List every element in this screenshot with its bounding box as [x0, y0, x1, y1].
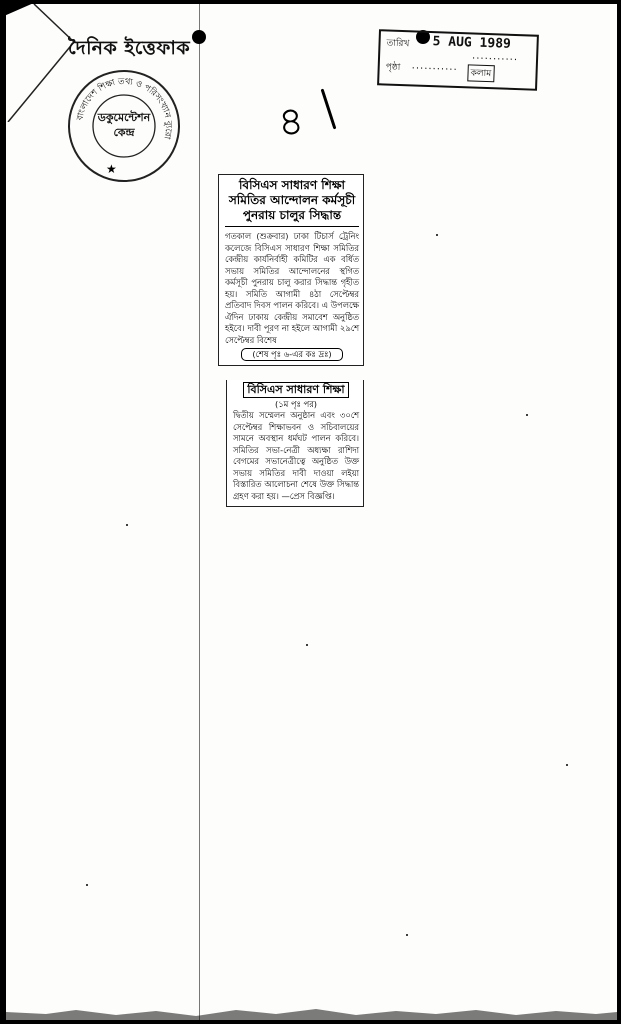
stamp-date-label: তারিখ — [386, 38, 410, 50]
clipping-body: গতকাল (শুক্রবার) ঢাকা টিচার্স ট্রেনিং কলেজে বিসিএস সাধারণ শিক্ষা সমিতির কেন্দ্রীয় কার্যনির্বাহী কমিটির এক বর্ধিত সভায় সমিতির আন্দোলনের স্থগিত কর্মসূচী পুনরায় চালু করার সিদ্ধান্ত গৃহীত হয়। সমিতি আগামী ৪ঠা সেপ্টেম্বর প্রতিবাদ দিবস পালন করিবে। এ উপলক্ষে ঐদিন ঢাকায় কেন্দ্রীয় সমাবেশ অনুষ্ঠিত হইবে। দাবী পূরণ না হইলে আগামী ২৯শে সেপ্টেম্বর বিশেষ — [225, 231, 359, 345]
scan-speck — [126, 524, 128, 526]
seal-center — [70, 110, 178, 140]
handwritten-stroke — [321, 89, 337, 130]
stamp-page-label: পৃষ্ঠা — [385, 62, 401, 73]
scan-speck — [566, 764, 568, 766]
clipping-headline-1: বিসিএস সাধারণ শিক্ষা — [238, 178, 346, 192]
continuation-subhead: (১ম পৃঃ পর) — [275, 399, 317, 409]
continued-note: (শেষ পৃঃ ৬-এর কঃ দ্রঃ) — [241, 348, 343, 361]
continuation-clipping — [226, 380, 364, 507]
date-stamp — [377, 29, 539, 91]
news-clipping — [218, 174, 364, 366]
handwritten-number: ৪ — [276, 98, 306, 146]
documentation-seal — [68, 70, 180, 182]
seal-center-line1: ডকুমেন্টেশন — [97, 111, 151, 124]
scan-speck — [86, 884, 88, 886]
torn-bottom-edge — [6, 1002, 617, 1020]
continuation-headline: বিসিএস সাধারণ শিক্ষা — [243, 382, 349, 398]
headline-rule — [225, 226, 359, 227]
clipping-headline-3: পুনরায় চালুর সিদ্ধান্ত — [242, 208, 342, 222]
clipping-headline-2: সমিতির আন্দোলন কর্মসূচী — [228, 193, 356, 207]
stamp-date: 5 AUG 1989 — [432, 34, 512, 52]
punch-hole-left — [192, 30, 206, 44]
stamp-dots-2: ........... — [411, 60, 458, 73]
stamp-column-label: কলাম — [467, 64, 494, 82]
stamp-dots-1: ........... — [471, 50, 519, 64]
archive-page — [6, 4, 617, 1020]
scan-speck — [406, 934, 408, 936]
seal-center-line2: কেন্দ্র — [113, 126, 135, 139]
scan-speck — [436, 234, 438, 236]
scan-speck — [306, 644, 308, 646]
newspaper-name: দৈনিক ইত্তেফাক — [68, 37, 191, 59]
seal-ring-text: বাংলাদেশ শিক্ষা তথ্য ও পরিসংখ্যান ব্যুরো — [75, 76, 174, 140]
star-icon: ★ — [106, 162, 117, 176]
continuation-body: দ্বিতীয় সম্মেলন অনুষ্ঠান এবং ৩০শে সেপ্টেম্বর শিক্ষাভবন ও সচিবালয়ের সামনে অবস্থান ধর্মঘট পালন করিবে। সমিতির সভা-নেত্রী অধ্যক্ষা রাশিদা বেগমের সভানেত্রীত্বে অনুষ্ঠিত উক্ত সভায় সমিতির দাবী দাওয়া লইয়া বিস্তারিত আলোচনা শেষে উক্ত সিদ্ধান্ত গ্রহণ করা হয়। —প্রেস বিজ্ঞপ্তি। — [233, 410, 359, 501]
center-fold-line — [199, 4, 200, 1020]
scan-speck — [526, 414, 528, 416]
